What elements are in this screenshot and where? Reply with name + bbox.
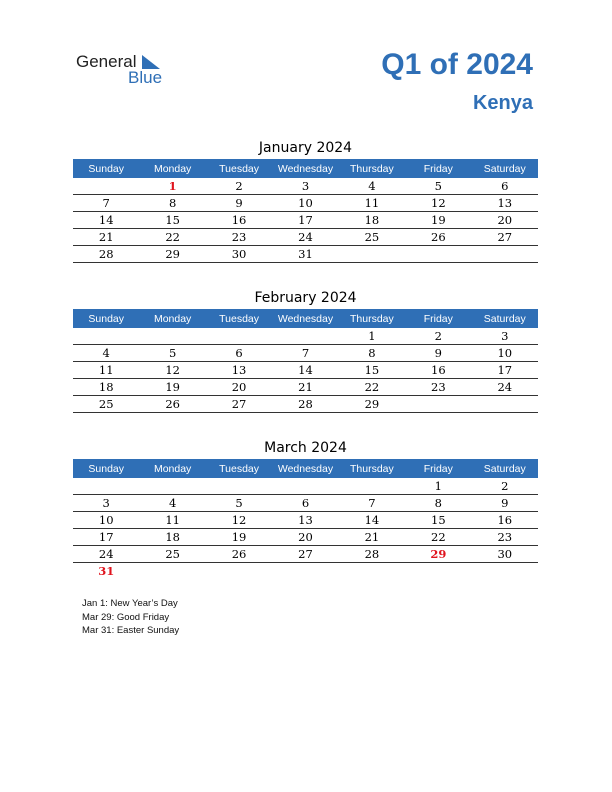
day-cell: 8 xyxy=(139,195,205,212)
week-row xyxy=(73,178,538,195)
week-row xyxy=(73,229,538,246)
month-title: January 2024 xyxy=(258,140,353,156)
week-row xyxy=(73,362,538,379)
day-cell: 13 xyxy=(272,512,338,529)
day-cell: 26 xyxy=(139,396,205,413)
day-cell: 19 xyxy=(139,379,205,396)
week-row xyxy=(73,328,538,345)
day-cell: 8 xyxy=(405,495,471,512)
calendar-grid xyxy=(73,309,538,413)
calendar-grid xyxy=(73,159,538,263)
country-subtitle: Kenya xyxy=(472,92,533,114)
day-cell: 19 xyxy=(405,212,471,229)
day-cell: 7 xyxy=(73,195,139,212)
day-cell: 3 xyxy=(73,495,139,512)
day-cell: 21 xyxy=(73,229,139,246)
day-cell: 1 xyxy=(405,478,471,495)
week-row xyxy=(73,563,538,580)
month-march xyxy=(73,437,538,579)
weekday-header: Tuesday xyxy=(206,309,272,328)
week-row xyxy=(73,195,538,212)
day-cell: 9 xyxy=(405,345,471,362)
weekday-header: Saturday xyxy=(472,309,538,328)
day-cell: 28 xyxy=(272,396,338,413)
day-cell: 17 xyxy=(472,362,538,379)
day-cell xyxy=(73,178,139,195)
day-cell: 13 xyxy=(472,195,538,212)
weekday-header: Wednesday xyxy=(272,459,338,478)
day-cell: 23 xyxy=(472,529,538,546)
weekday-header-row xyxy=(73,159,538,178)
day-cell: 23 xyxy=(206,229,272,246)
day-cell: 29 xyxy=(339,396,405,413)
week-row xyxy=(73,396,538,413)
day-cell: 9 xyxy=(472,495,538,512)
day-cell: 4 xyxy=(339,178,405,195)
day-cell: 3 xyxy=(272,178,338,195)
day-cell: 5 xyxy=(206,495,272,512)
day-cell: 6 xyxy=(206,345,272,362)
weekday-header: Monday xyxy=(139,159,205,178)
weekday-header: Sunday xyxy=(73,159,139,178)
holiday-note: Mar 31: Easter Sunday xyxy=(82,625,180,636)
calendar-grid xyxy=(73,459,538,579)
day-cell: 17 xyxy=(73,529,139,546)
day-cell: 29 xyxy=(139,246,205,263)
weekday-header: Monday xyxy=(139,459,205,478)
day-cell: 15 xyxy=(139,212,205,229)
month-title: February 2024 xyxy=(254,290,357,306)
day-cell: 6 xyxy=(472,178,538,195)
day-cell xyxy=(73,478,139,495)
logo-text-blue: Blue xyxy=(128,68,163,87)
day-cell: 21 xyxy=(272,379,338,396)
day-cell: 19 xyxy=(206,529,272,546)
weekday-header: Thursday xyxy=(339,159,405,178)
day-cell: 18 xyxy=(73,379,139,396)
day-cell: 15 xyxy=(339,362,405,379)
logo-triangle-icon xyxy=(142,55,160,69)
weekday-header: Sunday xyxy=(73,309,139,328)
day-cell: 21 xyxy=(339,529,405,546)
day-cell xyxy=(272,478,338,495)
day-cell: 27 xyxy=(472,229,538,246)
weekday-header: Friday xyxy=(405,309,471,328)
day-cell: 9 xyxy=(206,195,272,212)
day-cell: 27 xyxy=(272,546,338,563)
holiday-note: Jan 1: New Year’s Day xyxy=(82,598,178,609)
weekday-header: Wednesday xyxy=(272,159,338,178)
day-cell: 5 xyxy=(139,345,205,362)
day-cell xyxy=(472,246,538,263)
day-cell: 31 xyxy=(272,246,338,263)
day-cell: 4 xyxy=(73,345,139,362)
day-cell: 24 xyxy=(73,546,139,563)
day-cell: 8 xyxy=(339,345,405,362)
holiday-note: Mar 29: Good Friday xyxy=(82,611,170,623)
day-cell: 13 xyxy=(206,362,272,379)
day-cell: 7 xyxy=(339,495,405,512)
day-cell: 6 xyxy=(272,495,338,512)
day-cell: 22 xyxy=(139,229,205,246)
day-cell: 11 xyxy=(73,362,139,379)
day-cell: 4 xyxy=(139,495,205,512)
day-cell: 15 xyxy=(405,512,471,529)
day-cell: 30 xyxy=(206,246,272,263)
day-cell: 5 xyxy=(405,178,471,195)
day-cell xyxy=(472,563,538,580)
day-cell: 20 xyxy=(472,212,538,229)
day-cell: 24 xyxy=(272,229,338,246)
day-cell xyxy=(272,328,338,345)
day-cell xyxy=(405,563,471,580)
week-row xyxy=(73,246,538,263)
logo-text-general: General xyxy=(76,52,137,71)
day-cell: 22 xyxy=(405,529,471,546)
day-cell: 25 xyxy=(73,396,139,413)
day-cell: 30 xyxy=(472,546,538,563)
day-cell: 28 xyxy=(339,546,405,563)
weekday-header: Friday xyxy=(405,459,471,478)
day-cell: 23 xyxy=(405,379,471,396)
day-cell: 31 xyxy=(98,564,115,578)
week-row xyxy=(73,379,538,396)
day-cell xyxy=(405,396,471,413)
weekday-header: Saturday xyxy=(472,459,538,478)
day-cell: 11 xyxy=(339,195,405,212)
day-cell: 7 xyxy=(272,345,338,362)
day-cell xyxy=(139,328,205,345)
day-cell: 25 xyxy=(339,229,405,246)
day-cell: 12 xyxy=(206,512,272,529)
week-row xyxy=(73,345,538,362)
day-cell: 20 xyxy=(272,529,338,546)
day-cell: 12 xyxy=(139,362,205,379)
day-cell: 16 xyxy=(206,212,272,229)
month-february xyxy=(73,287,538,413)
day-cell: 22 xyxy=(339,379,405,396)
day-cell: 10 xyxy=(472,345,538,362)
day-cell: 26 xyxy=(405,229,471,246)
day-cell: 2 xyxy=(405,328,471,345)
day-cell: 10 xyxy=(73,512,139,529)
day-cell: 18 xyxy=(339,212,405,229)
day-cell: 1 xyxy=(339,328,405,345)
week-row xyxy=(73,512,538,529)
day-cell: 28 xyxy=(73,246,139,263)
weekday-header: Thursday xyxy=(339,309,405,328)
weekday-header: Friday xyxy=(405,159,471,178)
day-cell: 27 xyxy=(206,396,272,413)
day-cell: 1 xyxy=(139,178,205,195)
day-cell: 17 xyxy=(272,212,338,229)
day-cell: 18 xyxy=(139,529,205,546)
weekday-header: Sunday xyxy=(73,459,139,478)
page-title: Q1 of 2024 xyxy=(381,48,533,81)
day-cell xyxy=(206,563,272,580)
day-cell: 14 xyxy=(339,512,405,529)
day-cell: 2 xyxy=(206,178,272,195)
day-cell: 16 xyxy=(472,512,538,529)
day-cell: 12 xyxy=(405,195,471,212)
day-cell xyxy=(405,246,471,263)
day-cell: 2 xyxy=(472,478,538,495)
day-cell xyxy=(206,328,272,345)
day-cell: 10 xyxy=(272,195,338,212)
week-row xyxy=(73,529,538,546)
day-cell xyxy=(206,478,272,495)
day-cell: 29 xyxy=(405,546,471,563)
weekday-header: Tuesday xyxy=(206,159,272,178)
day-cell xyxy=(472,396,538,413)
holiday-notes xyxy=(82,597,179,638)
day-cell xyxy=(73,328,139,345)
weekday-header: Thursday xyxy=(339,459,405,478)
day-cell: 24 xyxy=(472,379,538,396)
week-row xyxy=(73,495,538,512)
weekday-header: Saturday xyxy=(472,159,538,178)
logo xyxy=(76,52,176,92)
weekday-header: Monday xyxy=(139,309,205,328)
day-cell xyxy=(139,478,205,495)
day-cell xyxy=(139,563,205,580)
week-row xyxy=(73,478,538,495)
day-cell xyxy=(272,563,338,580)
day-cell xyxy=(339,478,405,495)
weekday-header: Tuesday xyxy=(206,459,272,478)
day-cell: 3 xyxy=(472,328,538,345)
weekday-header-row xyxy=(73,459,538,478)
weekday-header-row xyxy=(73,309,538,328)
day-cell: 14 xyxy=(272,362,338,379)
day-cell: 25 xyxy=(139,546,205,563)
day-cell xyxy=(339,563,405,580)
day-cell: 11 xyxy=(139,512,205,529)
day-cell: 14 xyxy=(73,212,139,229)
week-row xyxy=(73,546,538,563)
month-title: March 2024 xyxy=(264,440,347,456)
weekday-header: Wednesday xyxy=(272,309,338,328)
day-cell: 26 xyxy=(206,546,272,563)
month-january xyxy=(73,137,538,263)
day-cell: 16 xyxy=(405,362,471,379)
day-cell: 20 xyxy=(206,379,272,396)
day-cell xyxy=(339,246,405,263)
week-row xyxy=(73,212,538,229)
